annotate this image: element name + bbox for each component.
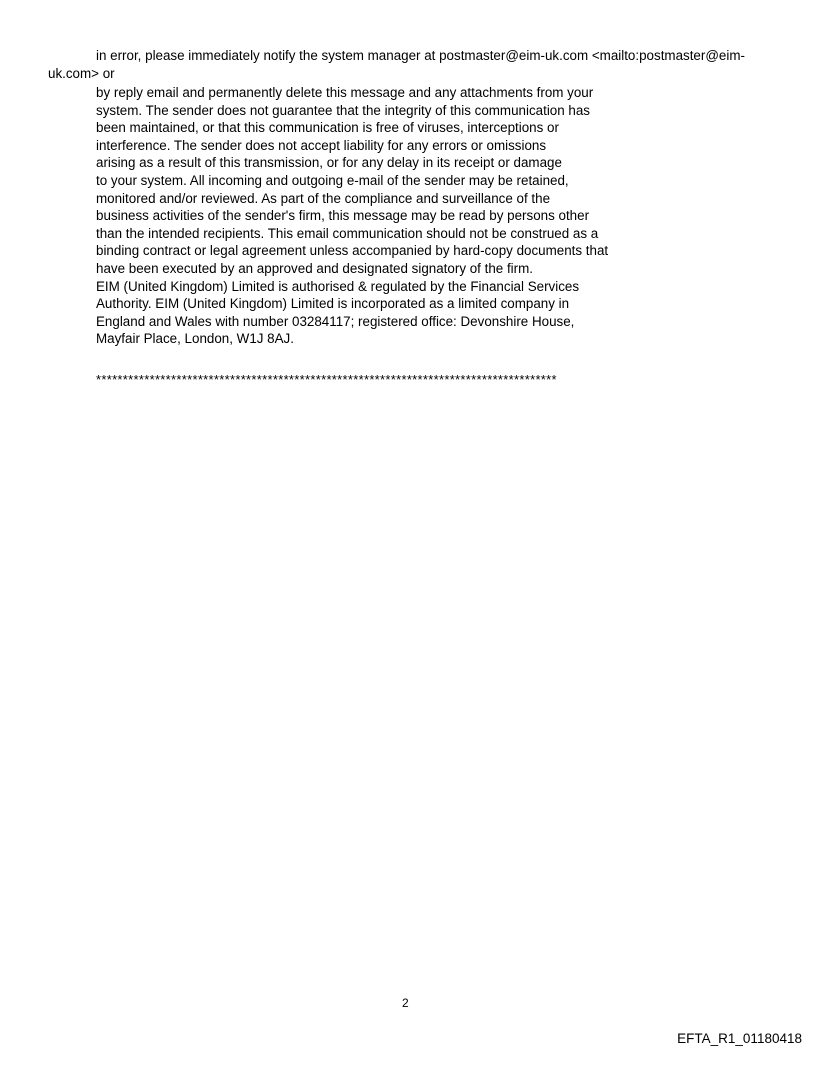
disclaimer-line: England and Wales with number 03284117; registered office: Devonshire House,: [96, 313, 575, 329]
disclaimer-line: than the intended recipients. This email communication should not be construed as a: [96, 225, 599, 241]
disclaimer-line: Mayfair Place, London, W1J 8AJ.: [96, 331, 294, 347]
disclaimer-first-line-wrap: uk.com> or: [48, 66, 115, 81]
disclaimer-body: [96, 84, 716, 348]
disclaimer-line: by reply email and permanently delete this message and any attachments from your: [96, 85, 594, 100]
disclaimer-line: have been executed by an approved and designated signatory of the firm.: [96, 260, 533, 276]
disclaimer-line: business activities of the sender's firm, this message may be read by persons other: [96, 208, 590, 224]
disclaimer-line: been maintained, or that this communication is free of viruses, interceptions or: [96, 120, 559, 136]
disclaimer-line: arising as a result of this transmission, or for any delay in its receipt or damage: [96, 155, 562, 171]
disclaimer-line: system. The sender does not guarantee that the integrity of this communication has: [96, 102, 590, 118]
separator-line: **************************************************************************************: [96, 372, 557, 387]
disclaimer-line: EIM (United Kingdom) Limited is authorised & regulated by the Financial Services: [96, 278, 580, 294]
page-number: 2: [402, 996, 409, 1010]
disclaimer-line: Authority. EIM (United Kingdom) Limited is incorporated as a limited company in: [96, 296, 570, 312]
disclaimer-first-line: in error, please immediately notify the system manager at postmaster@eim-uk.com <mailto:postmaster@eim-: [96, 48, 745, 63]
disclaimer-line: to your system. All incoming and outgoing e-mail of the sender may be retained,: [96, 172, 569, 188]
disclaimer-line: binding contract or legal agreement unless accompanied by hard-copy documents that: [96, 243, 609, 259]
document-id: EFTA_R1_01180418: [677, 1031, 802, 1046]
disclaimer-line: interference. The sender does not accept liability for any errors or omissions: [96, 137, 547, 153]
disclaimer-line: monitored and/or reviewed. As part of the compliance and surveillance of the: [96, 190, 551, 206]
